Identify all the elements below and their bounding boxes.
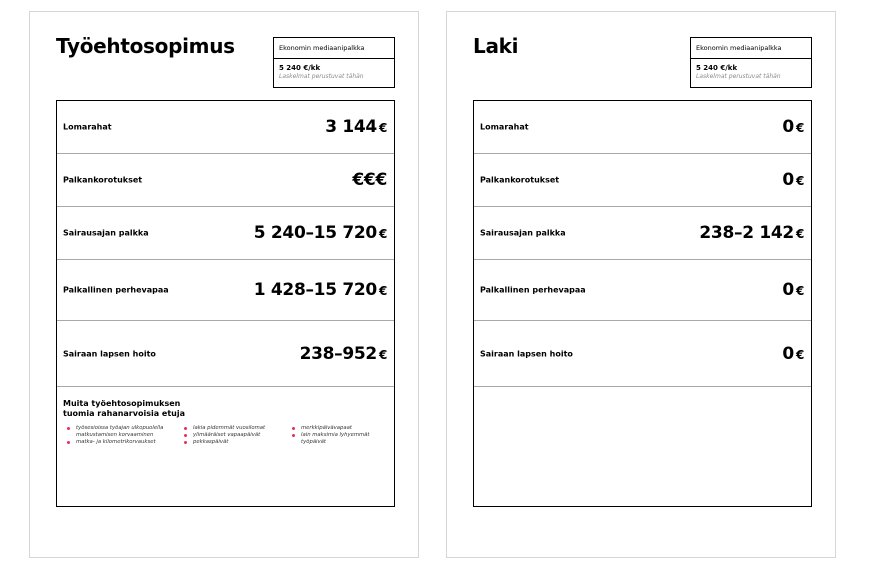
row-paid-family-leave [57,260,394,321]
other-benefits-title: Muita työehtosopimuksen tuomia rahanarvoisia etuja [63,399,185,418]
row-label: Sairaan lapsen hoito [480,349,573,358]
collective-agreement-card [29,11,419,558]
currency-symbol: € [378,121,387,135]
benefits-table [473,100,812,507]
row-amount: 0 € [782,117,804,137]
list-item: ylimääräiset vapaapäivät [182,432,292,439]
currency-symbol: € [795,347,804,362]
card-title: Työehtosopimus [56,34,235,58]
list-item: matka- ja kilometrikorvaukset [65,439,183,446]
row-sick-pay [57,207,394,260]
median-salary-value: 5 240 €/kk [279,64,321,72]
other-benefits [63,399,388,465]
currency-symbol: € [378,347,387,362]
row-amount: 238–952 € [299,343,387,364]
row-label: Sairausajan palkka [480,228,566,238]
row-label: Lomarahat [480,122,529,132]
currency-symbol: € [378,284,387,298]
row-amount: 0 € [782,343,804,364]
row-label: Sairaan lapsen hoito [63,349,156,358]
row-amount: 0 € [782,170,804,190]
list-item: työsesioissa työajan ulkopuolella matkustamisen korvaaminen [65,425,183,439]
currency-symbol: € [795,174,804,188]
currency-symbol: € [378,227,387,241]
median-salary-box [273,37,395,88]
card-title: Laki [473,34,519,58]
row-label: Lomarahat [63,122,112,132]
row-label: Palkallinen perhevapaa [63,285,169,295]
benefits-column [65,425,183,445]
currency-symbol: € [795,121,804,135]
list-item: lakia pidemmät vuosilomat [182,425,292,432]
row-label: Sairausajan palkka [63,228,149,238]
row-holiday-pay [474,101,811,154]
currency-symbol: €€€ [352,170,387,190]
median-salary-note: Laskelmat perustuvat tähän [696,73,781,80]
row-label: Palkallinen perhevapaa [480,285,586,295]
row-amount: 238–2 142 € [699,223,804,243]
list-item: lain maksimia lyhyemmät työpäivät [290,432,394,446]
row-label: Palkankorotukset [63,175,143,185]
row-sick-child-care [57,321,394,387]
row-amount: 5 240–15 720 € [253,223,387,243]
currency-symbol: € [795,227,804,241]
row-label: Palkankorotukset [480,175,560,185]
row-amount: 3 144 € [325,117,387,137]
list-item: merkkipäivävapaat [290,425,394,432]
median-salary-value: 5 240 €/kk [696,64,738,72]
list-item: pekkaspäivät [182,439,292,446]
row-holiday-pay [57,101,394,154]
row-pay-raises [57,154,394,207]
row-sick-pay [474,207,811,260]
currency-symbol: € [795,284,804,298]
law-card [446,11,836,558]
benefits-column [290,425,394,445]
median-salary-box [690,37,812,88]
median-salary-label: Ekonomin mediaanipalkka [691,38,811,59]
median-salary-label: Ekonomin mediaanipalkka [274,38,394,59]
row-amount: 0 € [782,280,804,300]
median-salary-note: Laskelmat perustuvat tähän [279,73,364,80]
row-amount [352,170,387,190]
other-benefits-list [63,425,388,465]
row-sick-child-care [474,321,811,387]
row-amount: 1 428–15 720 € [253,280,387,300]
row-paid-family-leave [474,260,811,321]
benefits-column [182,425,292,445]
row-pay-raises [474,154,811,207]
benefits-table [56,100,395,507]
